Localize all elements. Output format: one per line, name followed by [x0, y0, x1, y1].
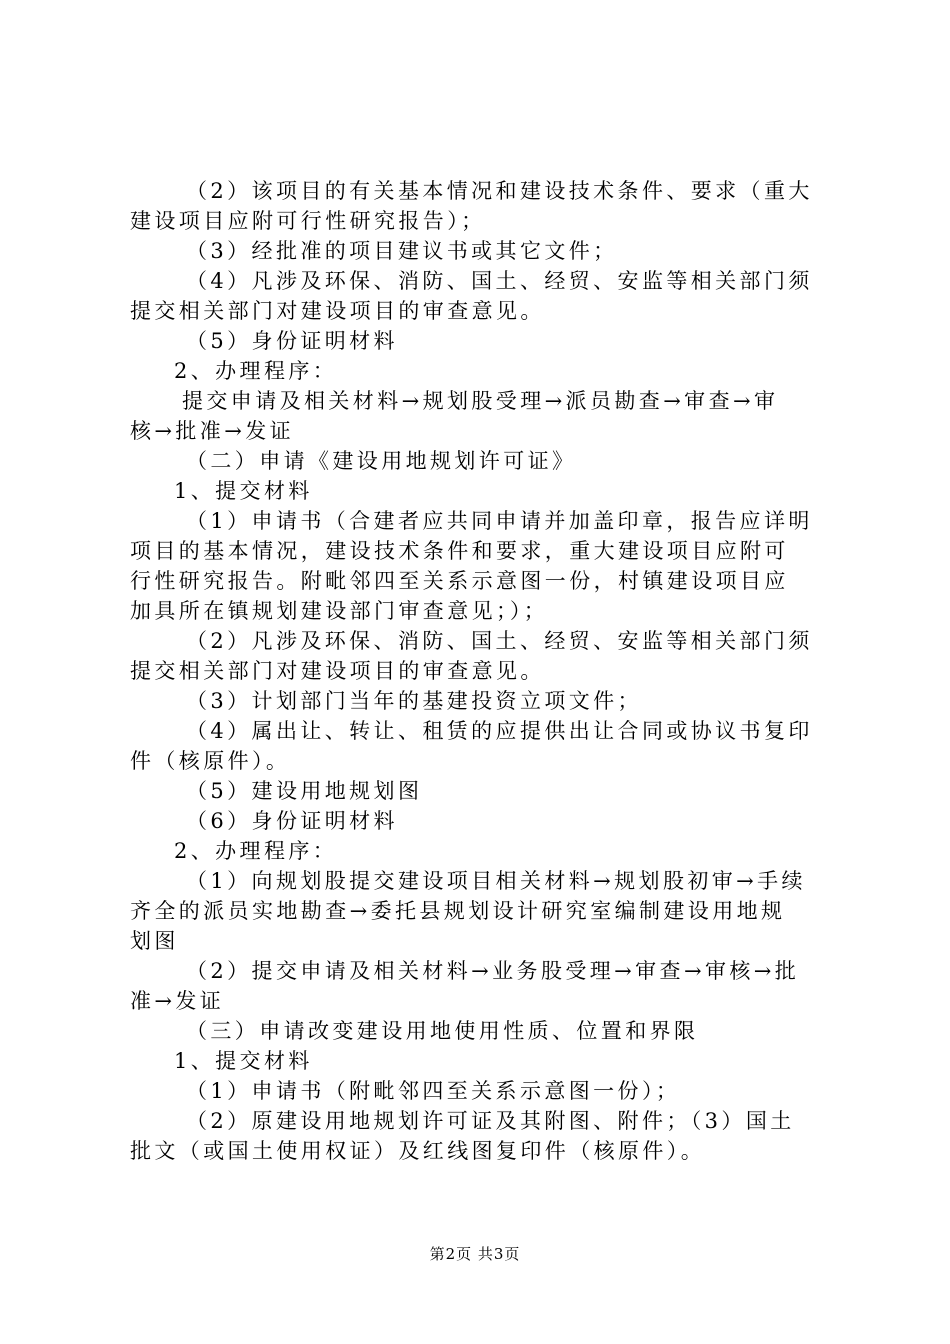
- paragraph-line: 批文（或国土使用权证）及红线图复印件（核原件）。: [130, 1139, 706, 1163]
- paragraph-line: 核→批准→发证: [130, 419, 294, 443]
- paragraph-line: 划图: [130, 929, 179, 953]
- paragraph-line: （1）申请书（合建者应共同申请并加盖印章，报告应详明: [186, 509, 813, 533]
- section-heading: 2、办理程序：: [174, 359, 338, 383]
- paragraph-line: （3）经批准的项目建议书或其它文件；: [186, 239, 618, 263]
- paragraph-line: （5）身份证明材料: [186, 329, 398, 353]
- paragraph-line: （3）计划部门当年的基建投资立项文件；: [186, 689, 642, 713]
- section-heading: 2、办理程序：: [174, 839, 338, 863]
- document-body: [130, 176, 830, 1166]
- paragraph-line: （2）该项目的有关基本情况和建设技术条件、要求（重大: [186, 179, 813, 203]
- paragraph-line: （5）建设用地规划图: [186, 779, 423, 803]
- paragraph-line: 齐全的派员实地勘查→委托县规划设计研究室编制建设用地规: [130, 899, 786, 923]
- paragraph-line: 提交相关部门对建设项目的审查意见。: [130, 299, 545, 323]
- paragraph-line: （1）申请书（附毗邻四至关系示意图一份）；: [186, 1079, 681, 1103]
- section-heading: （二）申请《建设用地规划许可证》: [186, 449, 577, 473]
- page-number-footer: 第2页 共3页: [429, 1245, 521, 1263]
- paragraph-line: （2）原建设用地规划许可证及其附图、附件；（3）国土: [186, 1109, 795, 1133]
- paragraph-line: （2）提交申请及相关材料→业务股受理→审查→审核→批: [186, 959, 800, 983]
- paragraph-line: 提交相关部门对建设项目的审查意见。: [130, 659, 545, 683]
- paragraph-line: 准→发证: [130, 989, 225, 1013]
- paragraph-line: （6）身份证明材料: [186, 809, 398, 833]
- paragraph-line: 行性研究报告。附毗邻四至关系示意图一份，村镇建设项目应: [130, 569, 789, 593]
- paragraph-line: （4）属出让、转让、租赁的应提供出让合同或协议书复印: [186, 719, 813, 743]
- paragraph-line: （2）凡涉及环保、消防、国土、经贸、安监等相关部门须: [186, 629, 813, 653]
- paragraph-line: 件（核原件）。: [130, 749, 291, 773]
- paragraph-line: 项目的基本情况，建设技术条件和要求，重大建设项目应附可: [130, 539, 789, 563]
- section-heading: 1、提交材料: [174, 479, 313, 503]
- paragraph-line: （1）向规划股提交建设项目相关材料→规划股初审→手续: [186, 869, 806, 893]
- section-heading: （三）申请改变建设用地使用性质、位置和界限: [186, 1019, 699, 1043]
- paragraph-line: （4）凡涉及环保、消防、国土、经贸、安监等相关部门须: [186, 269, 813, 293]
- paragraph-line: 加具所在镇规划建设部门审查意见；）；: [130, 599, 549, 623]
- section-heading: 1、提交材料: [174, 1049, 313, 1073]
- paragraph-line: 提交申请及相关材料→规划股受理→派员勘查→审查→审: [182, 389, 779, 413]
- paragraph-line: 建设项目应附可行性研究报告）；: [130, 209, 486, 233]
